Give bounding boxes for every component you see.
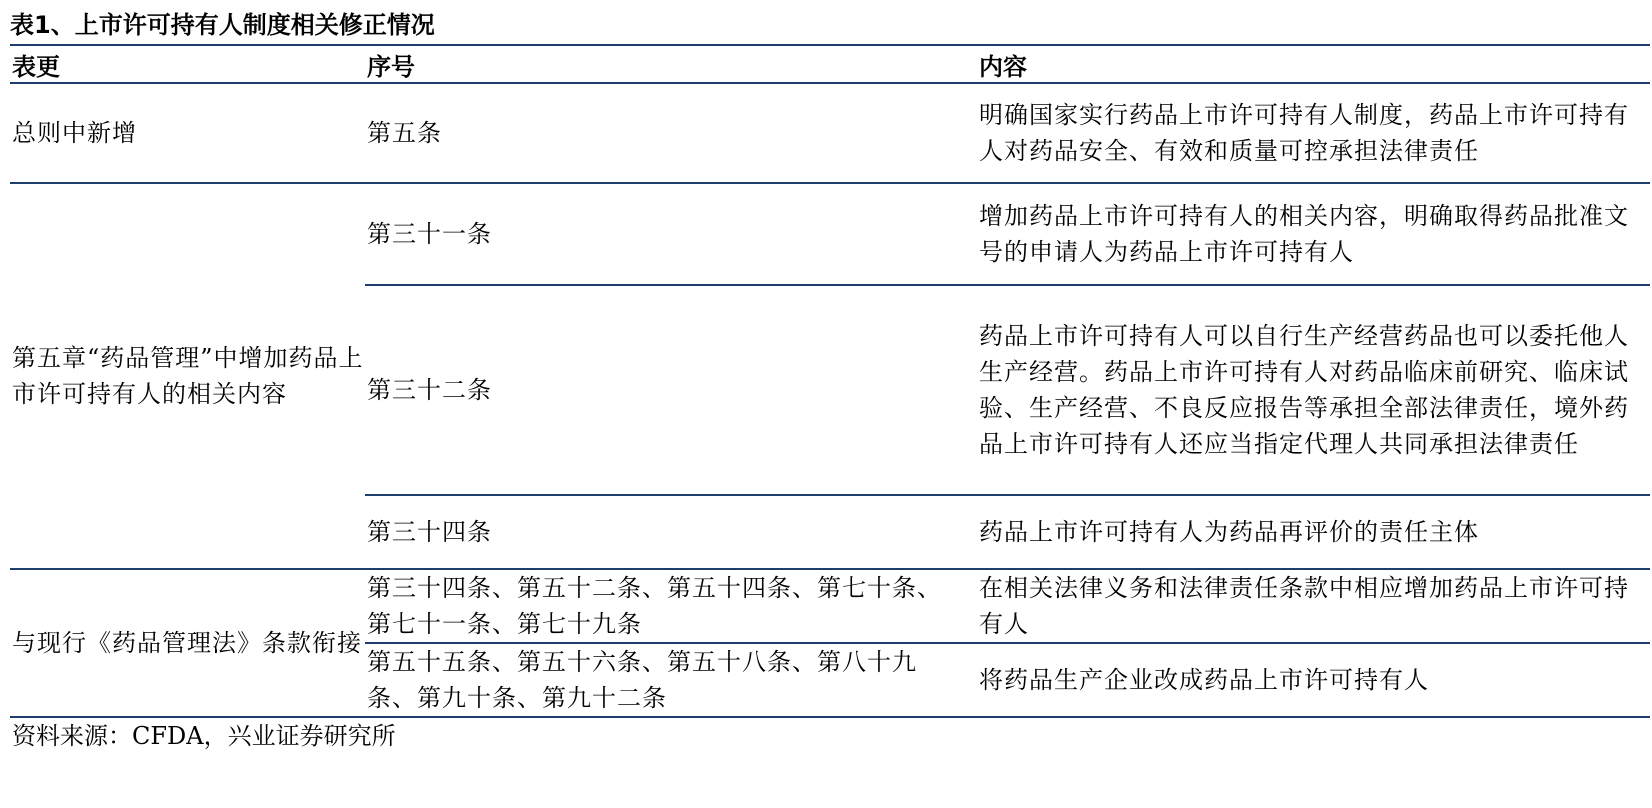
content-cell: 药品上市许可持有人为药品再评价的责任主体 [965,495,1650,569]
number-cell: 第五条 [365,83,965,183]
document [10,8,1650,754]
number-cell: 第三十一条 [365,183,965,285]
number-cell: 第五十五条、第五十六条、第五十八条、第八十九条、第九十条、第九十二条 [365,643,965,717]
table-row [10,83,1650,183]
change-cell: 总则中新增 [10,83,365,183]
number-cell: 第三十四条 [365,495,965,569]
table-header-row [10,46,1650,83]
number-cell: 第三十四条、第五十二条、第五十四条、第七十条、第七十一条、第七十九条 [365,569,965,643]
content-cell: 明确国家实行药品上市许可持有人制度，药品上市许可持有人对药品安全、有效和质量可控承担法律责任 [965,83,1650,183]
change-cell: 与现行《药品管理法》条款衔接 [10,569,365,717]
header-change: 表更 [10,46,365,83]
table-row [10,183,1650,285]
table-title: 表1、上市许可持有人制度相关修正情况 [10,8,1650,46]
header-number: 序号 [365,46,965,83]
change-cell: 第五章“药品管理”中增加药品上市许可持有人的相关内容 [10,183,365,569]
content-cell: 将药品生产企业改成药品上市许可持有人 [965,643,1650,717]
content-cell: 药品上市许可持有人可以自行生产经营药品也可以委托他人生产经营。药品上市许可持有人对药品临床前研究、临床试验、生产经营、不良反应报告等承担全部法律责任，境外药品上市许可持有人还应当指定代理人共同承担法律责任 [965,285,1650,495]
amendment-table [10,46,1650,718]
content-cell: 在相关法律义务和法律责任条款中相应增加药品上市许可持有人 [965,569,1650,643]
source-note: 资料来源：CFDA，兴业证券研究所 [12,722,396,750]
number-cell: 第三十二条 [365,285,965,495]
table-row [10,569,1650,643]
header-content: 内容 [965,46,1650,83]
content-cell: 增加药品上市许可持有人的相关内容，明确取得药品批准文号的申请人为药品上市许可持有人 [965,183,1650,285]
